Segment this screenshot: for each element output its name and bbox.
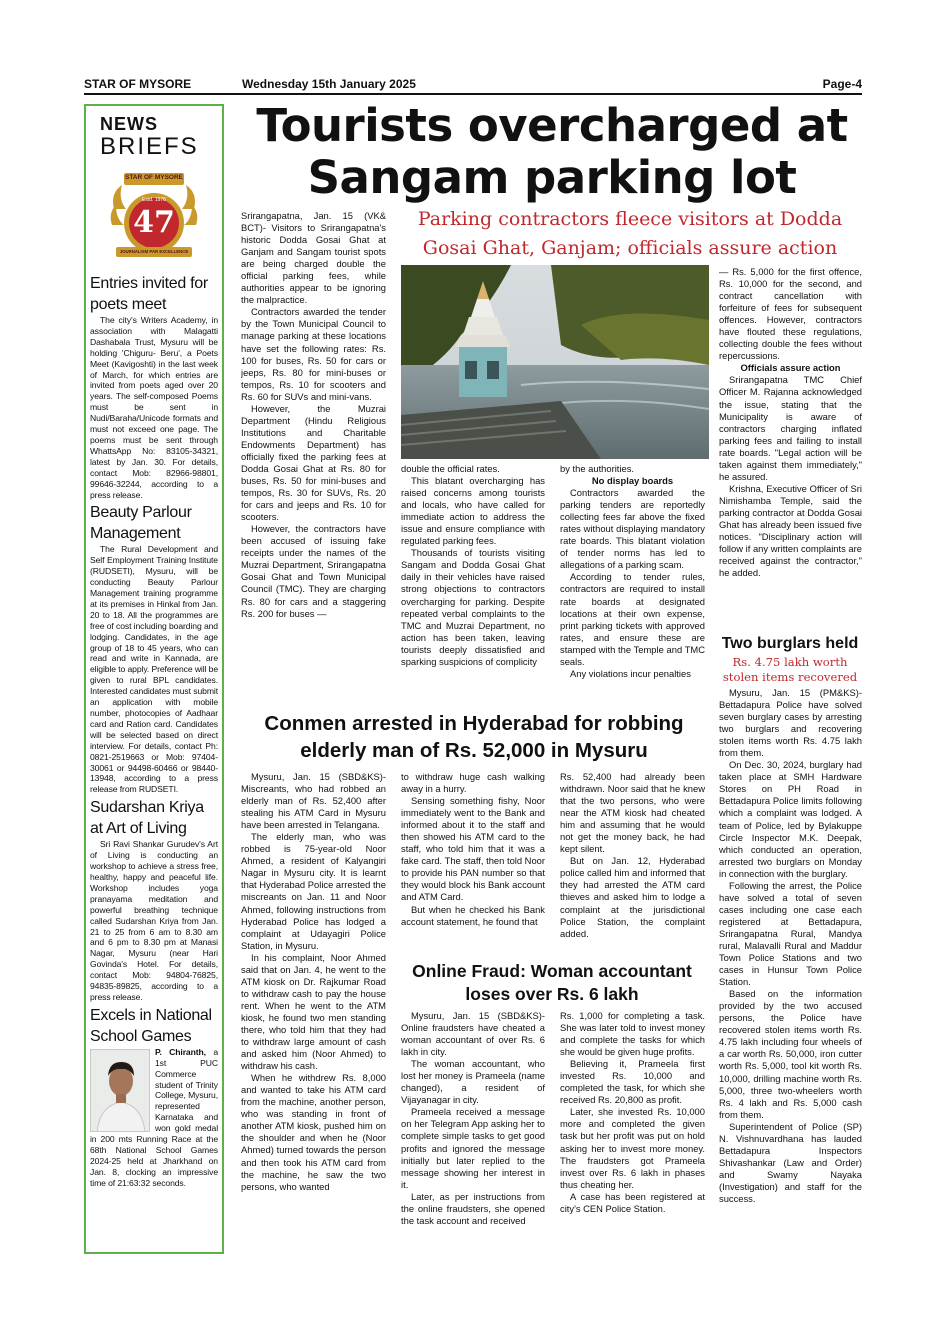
- fraud-column-1: [401, 1010, 545, 1265]
- lead-column-1: [241, 210, 386, 702]
- paragraph: Later, she invested Rs. 10,000 more and completed the given task but her profit was put on hold asking her to invest more money. The fraudsters got Prameela invest over Rs. 6 lakh in phases thus cheating her.: [560, 1106, 705, 1190]
- paragraph: Contractors awarded the tender by the Town Municipal Council to manage parking at these locations have set the following rates: Rs. 100 for buses, Rs. 50 for cars or jeeps, Rs. 80 for mini-buses or tempos, Rs. 10 for scooters and Rs. 60 for SUVs and mini-vans.: [241, 306, 386, 402]
- paragraph: Believing it, Prameela first invested Rs. 10,000 and completed the task, for which she received Rs. 20,800 as profit.: [560, 1058, 705, 1106]
- lead-deck-line: Parking contractors fleece visitors at Dodda: [417, 208, 843, 230]
- paragraph: Mysuru, Jan. 15 (PM&KS)- Bettadapura Police have solved seven burglary cases by arresting two burglars and recovering stolen items worth Rs. 4.75 lakh from them.: [719, 687, 862, 759]
- fraud-column-2: [560, 1010, 705, 1265]
- paragraph: — Rs. 5,000 for the first offence, Rs. 10,000 for the second, and contract cancellation with forfeiture of fees for subsequent offences. However, contractors have flouted these regulations, collecting double the fees without repercussions.: [719, 266, 862, 362]
- brief-body-text: a 1st PUC Commerce student of Trinity College, Mysuru, represented Karnataka and won gold medal in 200 mts Running Race at the 68th National School Games 2024-25 held at Jharkhand on Jan. 8, clocking an impressive time of 21:63:32 seconds.: [90, 1046, 218, 1188]
- fraud-headline-line: loses over Rs. 6 lakh: [465, 984, 639, 1004]
- brief-title: Entries invited for poets meet: [90, 275, 208, 313]
- paragraph: According to tender rules, contractors are required to install rate boards at designated locations at their own expense, print parking tickets with approved rates, and ensure these are stamped with the Temple and TMC seals.: [560, 571, 705, 667]
- conmen-column-3: [560, 771, 705, 956]
- paragraph: When he withdrew Rs. 8,000 and wanted to take his ATM card from the machine, another person, who was standing in front of another ATM kiosk, pushed him on the shoulder and when he (Noor Ahmed) turned towards the person and then took his ATM card from the machine, he saw the two persons, who wanted: [241, 1072, 386, 1192]
- subheading: No display boards: [591, 475, 674, 487]
- brief-item: [90, 797, 218, 1003]
- lead-deck: [400, 205, 860, 263]
- paragraph: Thousands of tourists visiting Sangam and Dodda Gosai Ghat daily in their vehicles have raised strong objections to contractors overcharging for parking. Despite repeated verbal complaints to the TMC and Muzrai Department, no action has been taken, leaving tourists deeply dissatisfied and sparking suspicions of complicity: [401, 547, 545, 667]
- subheading: Officials assure action: [740, 362, 841, 374]
- logo-bottom-text: JOURNALISM PAR EXCELLENCE: [119, 249, 189, 254]
- anniversary-logo: [106, 169, 202, 265]
- student-photo: [90, 1049, 150, 1132]
- lead-column-3: [560, 463, 705, 702]
- paragraph: Srirangapatna, Jan. 15 (VK& BCT)- Visitors to Srirangapatna's historic Dodda Gosai Ghat at Ganjam and Sangam tourist spots are being charged double the official parking fees, while authorities appear to be ignoring the malpractice.: [241, 210, 386, 306]
- paragraph: Later, as per instructions from the online fraudsters, she opened the task account and received: [401, 1190, 545, 1226]
- paragraph: Srirangapatna TMC Chief Officer M. Rajanna acknowledged the issue, stating that the Municipality is aware of contractors charging inflated parking fees and failing to install rate boards. "Legal action will be taken against them immediately," he assured.: [719, 374, 862, 482]
- issue-date: Wednesday 15th January 2025: [242, 77, 416, 91]
- fraud-headline-line: Online Fraud: Woman accountant: [412, 961, 692, 981]
- paragraph: Contractors awarded the parking tenders are reportedly collecting fees far above the fixed rates without displaying mandatory rate boards. This blatant violation of tender norms has led to allegations of a parking scam.: [560, 487, 705, 571]
- paragraph: A case has been registered at city's CEN Police Station.: [560, 1190, 705, 1214]
- brief-title: Sudarshan Kriya at Art of Living: [90, 799, 204, 838]
- conmen-headline-line: Conmen arrested in Hyderabad for robbing: [264, 712, 684, 735]
- paragraph: Rs. 52,400 had already been withdrawn. Noor said that he knew that the two persons, who were near the ATM kiosk had cheated him and assuming that he would not get the money back, he had kept silent.: [560, 771, 705, 855]
- paragraph: Any violations incur penalties: [570, 667, 691, 679]
- brief-body: The Rural Development and Self Employment Training Institute (RUDSETI), Mysuru, will be conducting Beauty Parlour Management training programme at its premises in Hinkal from Jan. 20 to 18. All the programmes are free of cost including boarding and lodging. Candidates, in the age group of 18 to 45 years, who can read and write in Kannada, are eligible to apply. Preference will be given to rural BPL candidates. Interested candidates must submit an application with mobile number, photocopies of Aadhaar card and Ration card. Candidates will be selected based on direct interview. For details, contact Ph: 0821-2519663 or Mob: 97404-30061 or 94498-60466 or 98440-13948, according to a press release from RUDSETI.: [90, 544, 218, 795]
- conmen-column-1: [241, 771, 386, 1265]
- lead-headline-line: Sangam parking lot: [307, 151, 797, 204]
- brief-item: [90, 1005, 218, 1189]
- student-name: P. Chiranth,: [155, 1046, 206, 1057]
- portrait-icon: [91, 1050, 150, 1132]
- paragraph: But when he checked his Bank account statement, he found that: [401, 903, 545, 927]
- page-number: Page-4: [822, 77, 862, 91]
- paragraph: Superintendent of Police (SP) N. Vishnuvardhana has lauded Bettadapura Inspectors Shivashankar (Law and Order) and Swamy Nayaka (Investigation) and staff for the success.: [719, 1120, 862, 1204]
- lead-deck-line: Gosai Ghat, Ganjam; officials assure action: [422, 237, 838, 259]
- newspaper-name: STAR OF MYSORE: [84, 77, 192, 91]
- brief-body: Sri Ravi Shankar Gurudev's Art of Living is conducting an workshop to achieve a stress free, healthy, happy and peaceful life. Workshop includes yoga pranayama meditation and powerful breathing technique called Sudarshan Kriya from Jan. 21 to 25 from 6 am to 8.30 am and 6 pm to 8.30 pm at Manasi Nagar, Mysuru (near Hari Govinda's Hotel. For details, contact Mob: 94804-76825, 94835-89825, according to a press release.: [90, 839, 218, 1002]
- paragraph: Prameela received a message on her Telegram App asking her to complete simple tasks to get good profits and ignored the message initially but later replied to the message showing her interest in it.: [401, 1106, 545, 1190]
- page-masthead: [84, 75, 862, 95]
- news-label: NEWS: [100, 114, 158, 134]
- paragraph: Based on the information provided by the two accused persons, the Police have recovered stolen items worth Rs. 4.75 lakh including four wheels of a car worth Rs. 50,000, iron cutter worth Rs. 5,000, tool kit worth Rs. 10,000, drilling machine worth Rs. 5,000, three two-wheelers worth Rs. 4 lakh and Rs. 5,000 cash from them.: [719, 988, 862, 1120]
- news-briefs-sidebar: [84, 104, 224, 1254]
- paragraph: The elderly man, who was robbed is 75-year-old Noor Ahmed, a resident of Kalyangiri Nagar in Mysuru city. It is learnt that Hyderabad Police arrested the miscreants on Jan. 11 and Noor Ahmed, following instructions from Hyderabad Police has lodged a complaint at Udayagiri Police Station, in Mysuru.: [241, 831, 386, 951]
- brief-title: Beauty Parlour Management: [90, 504, 192, 543]
- ghat-temple-photo: [401, 265, 709, 459]
- paragraph: This blatant overcharging has raised concerns among tourists and locals, who have called for immediate action to address the issue and ensure compliance with regulated parking fees.: [401, 475, 545, 547]
- lead-headline: [236, 100, 868, 204]
- conmen-headline-line: elderly man of Rs. 52,000 in Mysuru: [300, 739, 648, 762]
- paragraph: Mysuru, Jan. 15 (SBD&KS)- Online fraudsters have cheated a woman accountant of over Rs. 6 lakh in city.: [401, 1010, 545, 1058]
- paragraph: The woman accountant, who lost her money is Prameela (name changed), a resident of Vijayanagar in city.: [401, 1058, 545, 1106]
- paragraph: Sensing something fishy, Noor immediately went to the Bank and informed about it to the staff and then showed his ATM card to the staff, who told him that it was a fake card. The staff, then told Noor to provide his PAN number so that they would block his Bank account and ATM Card.: [401, 795, 545, 903]
- paragraph: But on Jan. 12, Hyderabad police called him and informed that they had arrested the ATM card thieves and asked him to lodge a complaint at the jurisdictional Police Station, the complaint added.: [560, 855, 705, 939]
- paragraph: to withdraw huge cash walking away in a hurry.: [401, 771, 545, 795]
- briefs-label: BRIEFS: [100, 133, 199, 160]
- paragraph: Mysuru, Jan. 15 (SBD&KS)- Miscreants, who had robbed an elderly man of Rs. 52,400 after stealing his ATM Card in Mysuru have been arrested in Telangana.: [241, 771, 386, 831]
- lead-column-4: [719, 266, 862, 630]
- brief-with-photo: [90, 1047, 218, 1189]
- burglars-headline: Two burglars held: [721, 635, 859, 652]
- temple-river-image-icon: [401, 265, 709, 459]
- paragraph: Rs. 1,000 for completing a task. She was later told to invest money and complete the tasks for which she would be given huge profits.: [560, 1010, 705, 1058]
- conmen-column-2: [401, 771, 545, 956]
- lead-headline-line: Tourists overcharged at: [256, 99, 848, 152]
- brief-item: [90, 502, 218, 795]
- paragraph: double the official rates.: [401, 463, 500, 474]
- logo-estd-text: Estd. 1978: [142, 197, 166, 203]
- paragraph: However, the Muzrai Department (Hindu Religious Institutions and Charitable Endowments Department) has officially fixed the parking fees at Dodda Gosai Ghat at Rs. 80 for buses, Rs. 50 for mini-buses and tempos, Rs. 30 for SUVs, Rs. 20 for cars and jeeps and Rs. 10 for scooters.: [241, 402, 386, 523]
- paragraph: In his complaint, Noor Ahmed said that on Jan. 4, he went to the ATM kiosk on Dr. Rajkumar Road to withdraw cash to pay the house rent. When he went to the ATM kiosk, he found two men standing there, who told him that they had to withdraw large amount of cash and asked him (Noor Ahmed) to withdraw his cash.: [241, 951, 386, 1072]
- paragraph: However, the contractors have been accused of issuing fake receipts under the names of the Muzrai Department, Srirangapatna Gosai Ghat and Town Municipal Council (TMC). They are charging Rs. 80 for cars and a staggering Rs. 200 for buses —: [241, 523, 386, 619]
- brief-item: [90, 273, 218, 500]
- brief-title: Excels in National School Games: [90, 1006, 212, 1045]
- burglars-column: [719, 687, 862, 1265]
- logo-top-text: STAR OF MYSORE: [124, 174, 184, 181]
- lead-column-2: [401, 463, 545, 702]
- brief-body: The city's Writers Academy, in association with Malagatti Dashabala Trust, Mysuru will be holding 'Chiguru- Beru', a Poets Meet (Kavigoshti) in the last week of March, for which entries are invited from poets aged over 20 years. The self-composed Poems must be sent in Nudi/Baraha/Unicode formats and must not exceed one page. The poems must be sent through WhattsApp No: 83105-34321, latest by Jan. 30. For details, contact Mob: 82966-98801, 99646-32244, according to a press release.: [90, 315, 218, 500]
- paragraph: Krishna, Executive Officer of Sri Nimishamba Temple, said the parking contractor at Dodda Gosai Ghat has already been issued five notices. "Disciplinary action will follow if any written complaints are received against the contractor," he added.: [719, 482, 862, 579]
- logo-number: 47: [133, 205, 175, 240]
- paragraph: Following the arrest, the Police have solved a total of seven cases including one case each registered at Bettadapura, Srirangapatna Rural, Mandya rural, Malavalli Rural and Maddur Town Police Stations and two cases in Hunsur Town Police Station.: [719, 879, 862, 988]
- burglars-deck: Rs. 4.75 lakh worth stolen items recovered: [722, 655, 858, 684]
- paragraph: by the authorities.: [560, 463, 635, 474]
- conmen-headline: [236, 710, 712, 764]
- fraud-headline: [396, 960, 708, 1006]
- paragraph: On Dec. 30, 2024, burglary had taken place at SMH Hardware Stores on PH Road in Bettadapura Police limits following which a complaint was lodged. A team of Police, led by Bylakuppe Circle Inspector M.K. Deepak, which conducted an operation, arrested two burglars on Monday in connection with the burglary.: [719, 759, 862, 879]
